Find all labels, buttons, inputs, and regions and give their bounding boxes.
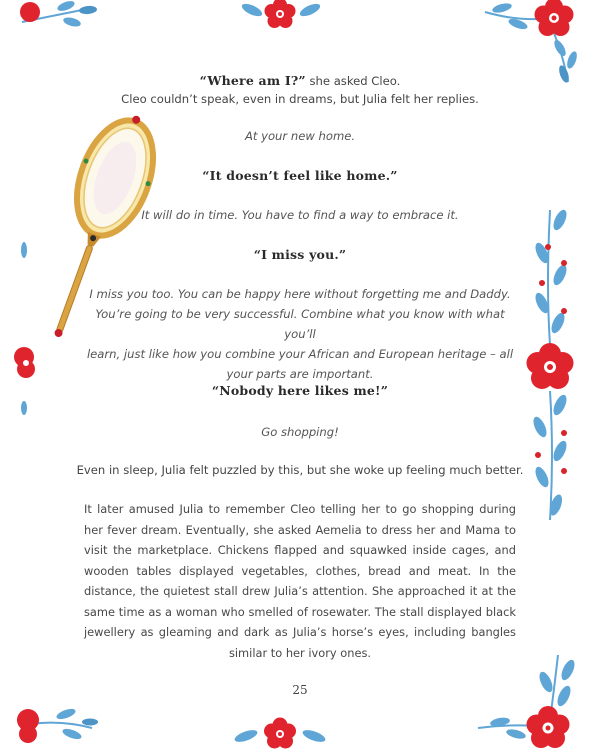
dialogue-tag: she asked Cleo. <box>305 74 401 88</box>
reply-go-shopping: Go shopping! <box>261 425 339 439</box>
left-flower-icon <box>22 345 46 385</box>
reply-line: You’re going to be very successful. Combine what you know with what you’ll <box>95 307 505 341</box>
reply-new-home: At your new home. <box>244 129 356 143</box>
bottom-right-flower-icon <box>478 650 588 750</box>
page-number: 25 <box>292 683 308 697</box>
top-center-flower-icon <box>238 0 328 40</box>
quote-where-am-i: “Where am I?” <box>199 73 306 88</box>
reply-miss-you-too <box>80 284 520 384</box>
reply-embrace-it: It will do in time. You have to find a way to embrace it. <box>141 208 459 222</box>
bottom-center-flower-icon <box>230 712 330 750</box>
paragraph-marketplace: It later amused Julia to remember Cleo telling her to go shopping during her fever dream. Eventually, she asked Aemelia to dress her and Mama to visit the marketplace. Chickens flapped and squawked inside cages, and wooden tables displayed vegetables, clothes, bread and meat. In the distance, the quietest stall drew Julia’s attention. She approached it at the same time as a woman who smelled of rosewater. The stall displayed black jewellery as gleaming and dark as Julia’s horse’s eyes, including bangles similar to her ivory ones. <box>84 502 516 660</box>
reply-line: your parts are important. <box>226 367 374 381</box>
dialogue-where-am-i <box>60 70 540 90</box>
paragraph-puzzled: Even in sleep, Julia felt puzzled by this, but she woke up feeling much better. <box>76 463 524 477</box>
bottom-left-flower-icon <box>22 690 102 750</box>
narration-line: Cleo couldn’t speak, even in dreams, but Julia felt her replies. <box>121 92 479 106</box>
left-leaf-icon-lower <box>22 398 32 418</box>
quote-not-home: “It doesn’t feel like home.” <box>202 168 398 183</box>
quote-miss-you: “I miss you.” <box>253 247 347 262</box>
page-gutter <box>0 0 22 750</box>
reply-line: I miss you too. You can be happy here without forgetting me and Daddy. <box>89 287 511 301</box>
quote-nobody-likes-me: “Nobody here likes me!” <box>211 383 389 398</box>
reply-line: learn, just like how you combine your African and European heritage – all <box>86 347 514 361</box>
top-left-leaf-branch-icon <box>22 0 102 40</box>
left-leaf-icon <box>22 240 32 260</box>
